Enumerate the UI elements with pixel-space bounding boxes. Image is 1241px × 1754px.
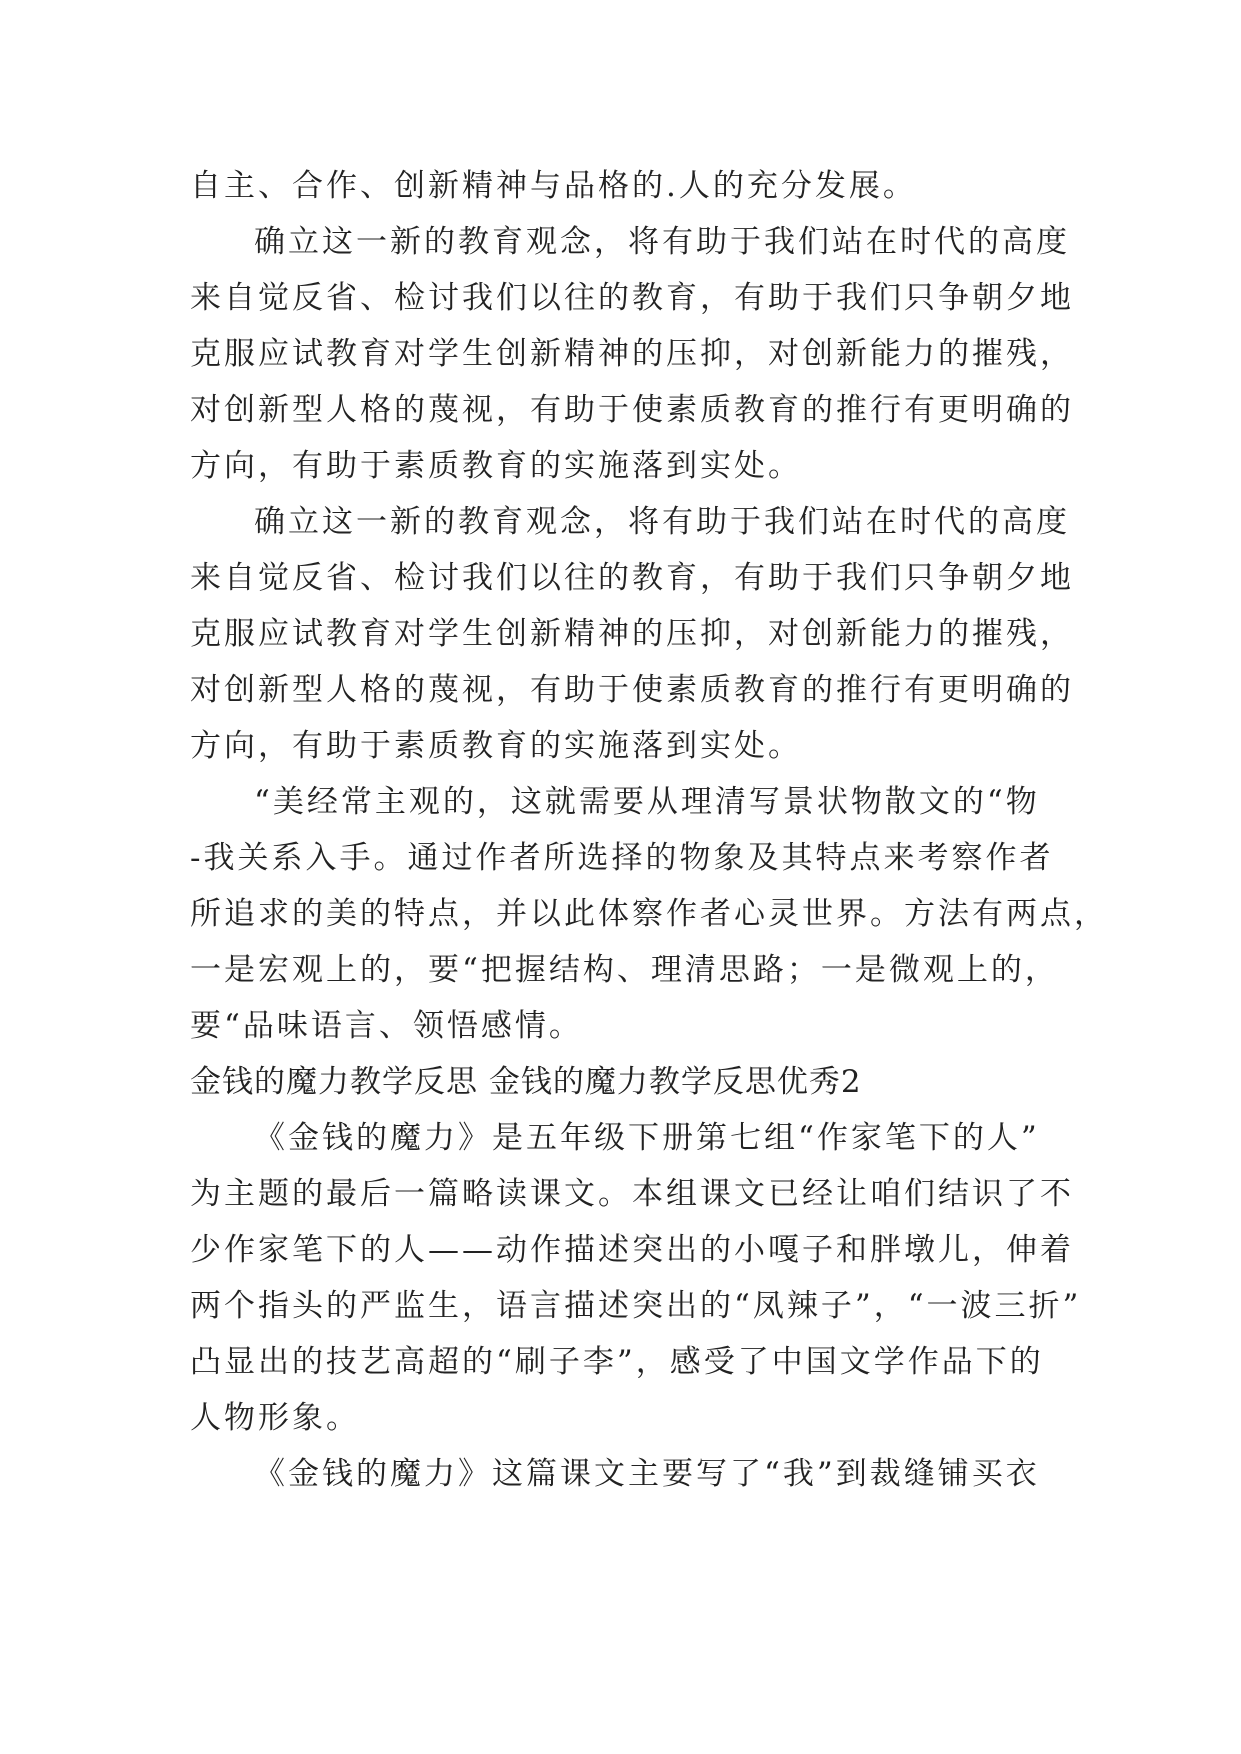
paragraph-first-line: 确立这一新的教育观念，将有助于我们站在时代的高度	[254, 224, 1070, 260]
paragraph-first-line: 确立这一新的教育观念，将有助于我们站在时代的高度	[254, 504, 1070, 540]
text-line: 来自觉反省、检讨我们以往的教育，有助于我们只争朝夕地	[190, 280, 1074, 316]
text-line: 自主、合作、创新精神与品格的.人的充分发展。	[190, 168, 917, 204]
text-line: 对创新型人格的蔑视，有助于使素质教育的推行有更明确的	[190, 392, 1074, 428]
text-line: 少作家笔下的人——动作描述突出的小嘎子和胖墩儿，伸着	[190, 1232, 1074, 1268]
text-line: 两个指头的严监生，语言描述突出的“凤辣子”，“一波三折”	[190, 1288, 1082, 1324]
text-line: 所追求的美的特点，并以此体察作者心灵世界。方法有两点，	[190, 896, 1108, 932]
text-line: 要“品味语言、领悟感情。	[190, 1008, 583, 1044]
text-line: 凸显出的技艺高超的“刷子李”，感受了中国文学作品下的	[190, 1344, 1044, 1380]
document-page	[190, 158, 1108, 1502]
paragraph-first-line: “美经常主观的，这就需要从理清写景状物散文的“物	[254, 784, 1040, 820]
text-line: 克服应试教育对学生创新精神的压抑，对创新能力的摧残，	[190, 336, 1074, 372]
text-line: 一是宏观上的，要“把握结构、理清思路；一是微观上的，	[190, 952, 1059, 988]
text-line: 为主题的最后一篇略读课文。本组课文已经让咱们结识了不	[190, 1176, 1074, 1212]
text-line: 对创新型人格的蔑视，有助于使素质教育的推行有更明确的	[190, 672, 1074, 708]
text-line: 克服应试教育对学生创新精神的压抑，对创新能力的摧残，	[190, 616, 1074, 652]
text-line: -我关系入手。通过作者所选择的物象及其特点来考察作者	[190, 840, 1054, 876]
paragraph-first-line: 《金钱的魔力》是五年级下册第七组“作家笔下的人”	[254, 1120, 1040, 1156]
section-heading: 金钱的魔力教学反思 金钱的魔力教学反思优秀2	[190, 1064, 862, 1100]
paragraph-first-line: 《金钱的魔力》这篇课文主要写了“我”到裁缝铺买衣	[254, 1456, 1040, 1492]
text-line: 人物形象。	[190, 1400, 360, 1436]
text-line: 来自觉反省、检讨我们以往的教育，有助于我们只争朝夕地	[190, 560, 1074, 596]
text-line: 方向，有助于素质教育的实施落到实处。	[190, 728, 802, 764]
text-line: 方向，有助于素质教育的实施落到实处。	[190, 448, 802, 484]
